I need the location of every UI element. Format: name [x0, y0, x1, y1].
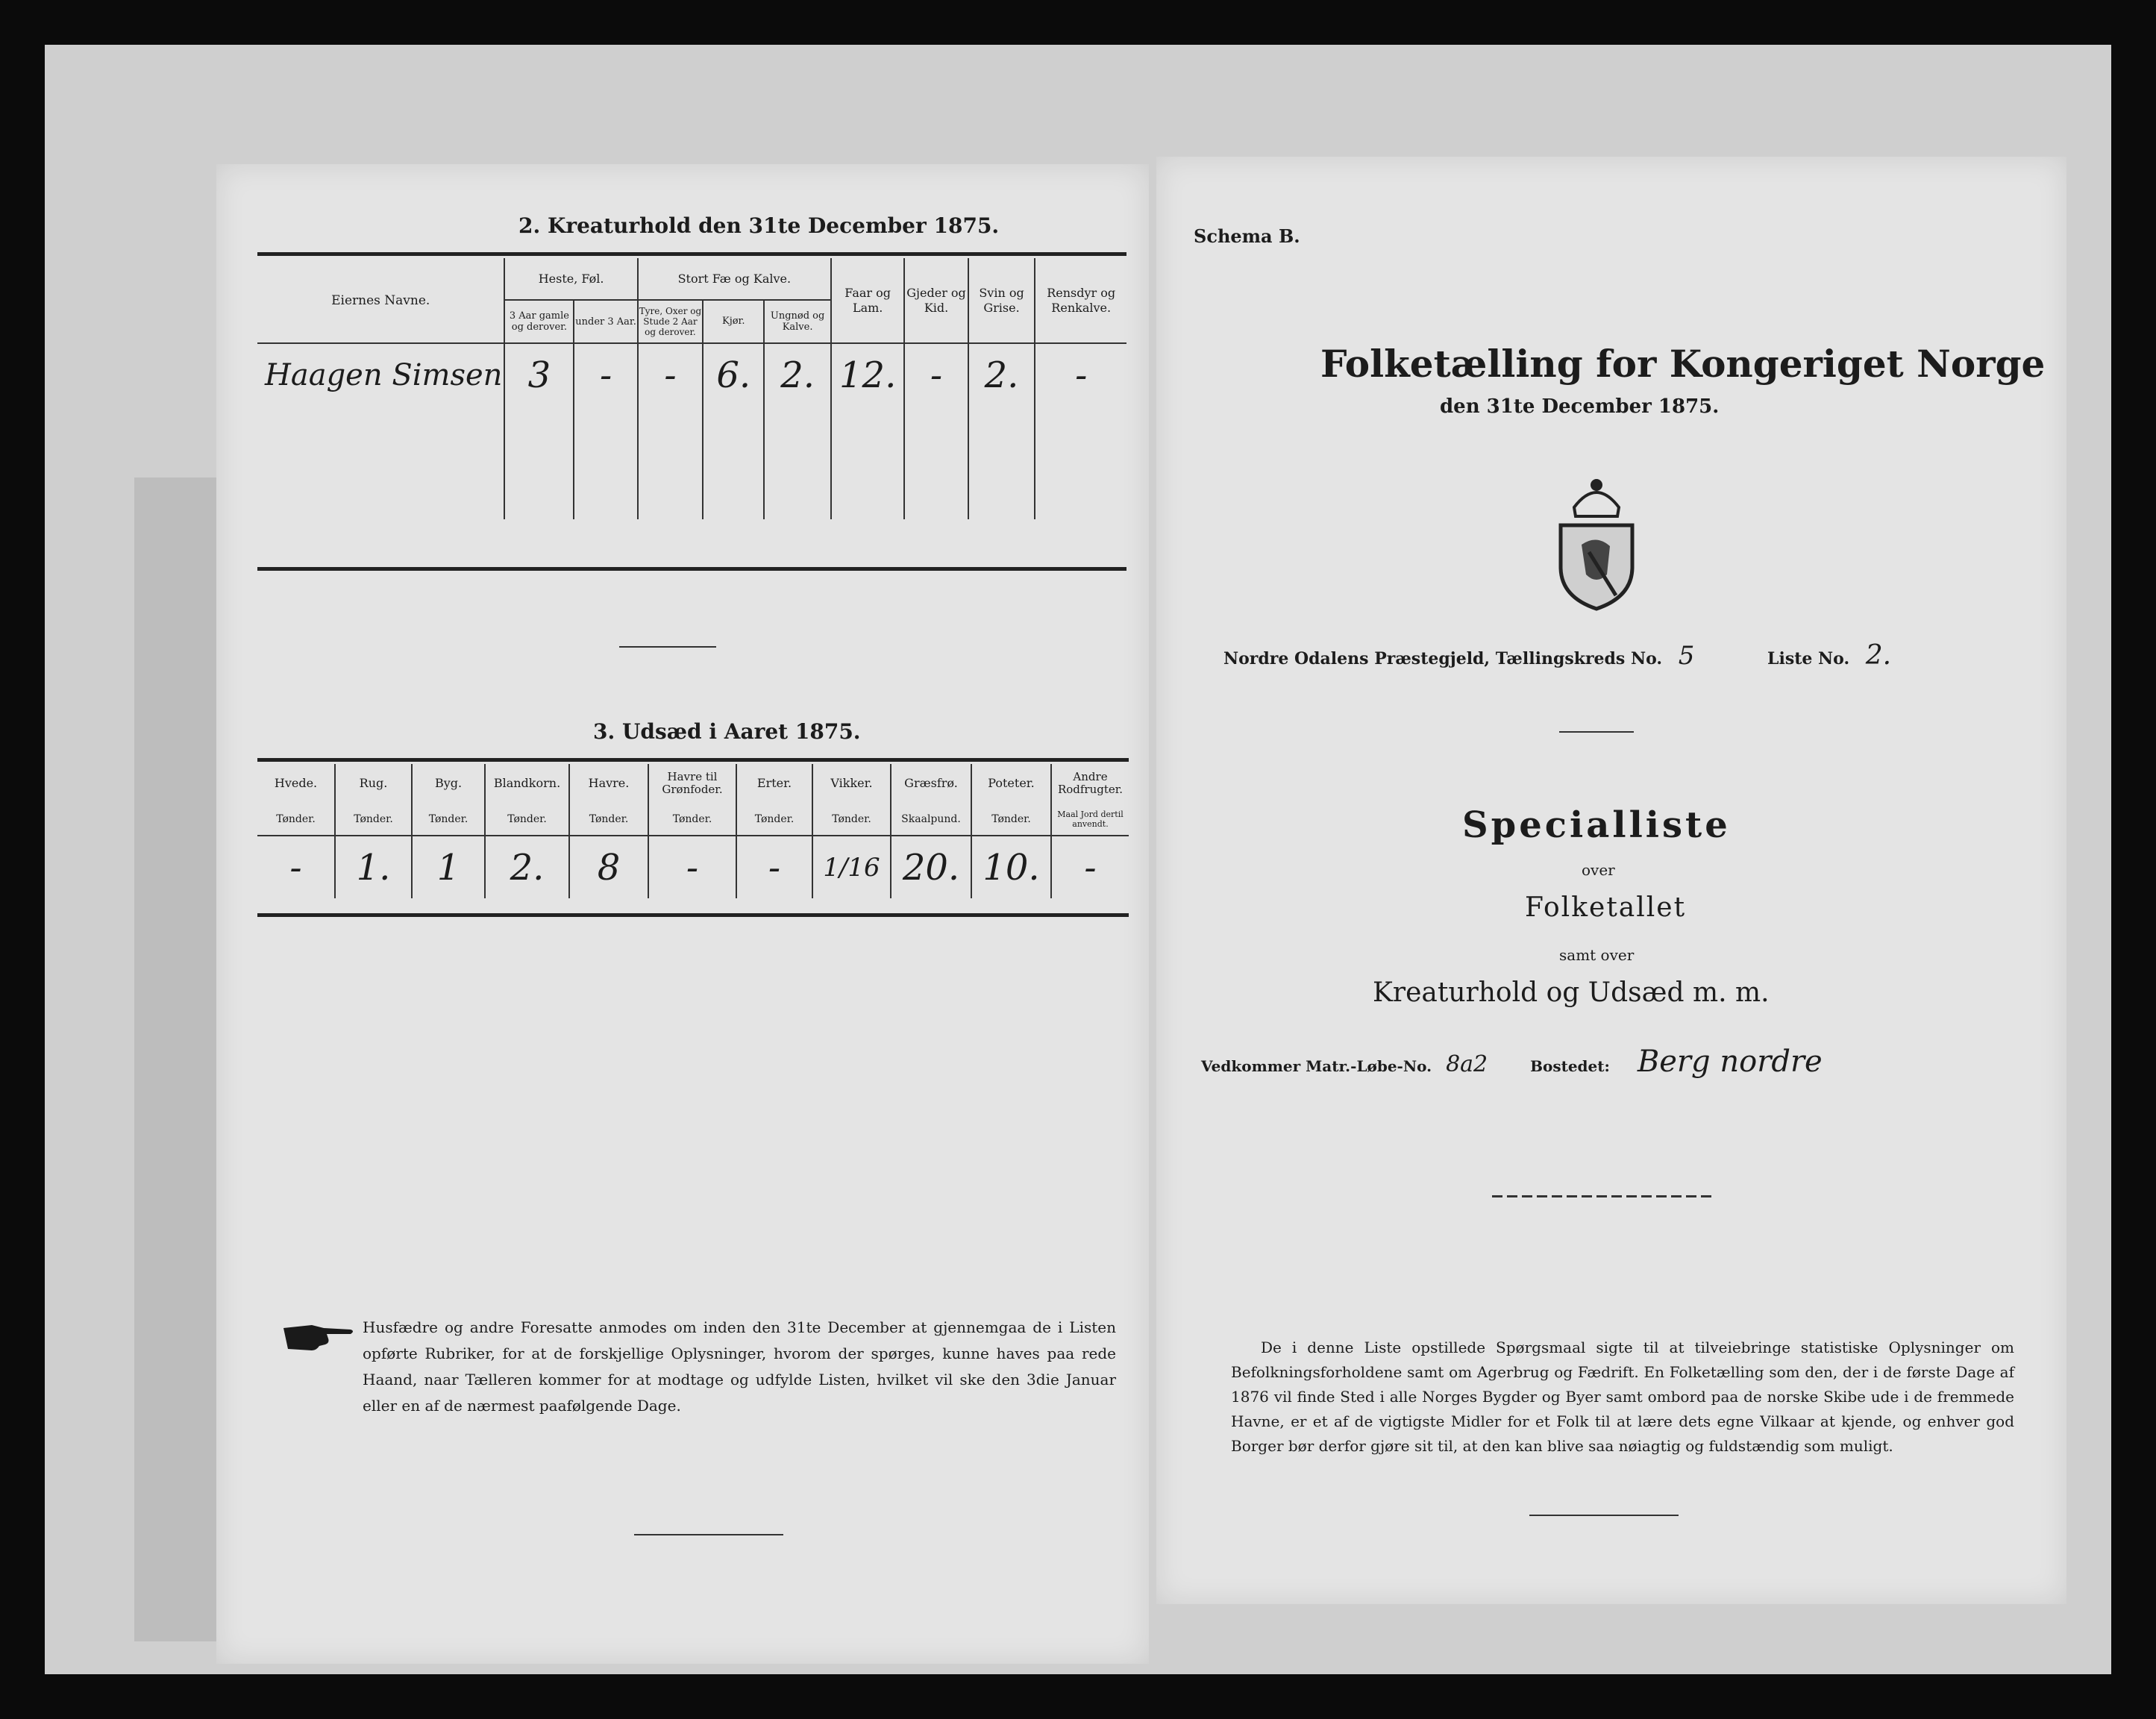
header-kjoer: Kjør. [703, 300, 764, 343]
header-havre-gronfoder: Havre til Grønfoder. [648, 764, 736, 803]
header-rensdyr: Rensdyr og Renkalve. [1035, 258, 1126, 343]
bottom-paragraph: De i denne Liste opstillede Spørgsmaal sigte til at tilveiebringe statistiske Oplysninger om Befolkningsforholdene samt om Agerbrug og Fædrift. En Folketælling som den, der i de første Dage af 1876 vil finde Sted i alle Norges Bygder og Byer samt ombord paa de norske Skibe ude i de fremmede Havne, er et af de vigtigste Midler for et Folk til at lære dets egne Vilkaar at kjende, og enhver god Borger bør derfor gjøre sit til, at den kan blive saa nøiagtig og fuldstændig som muligt. [1231, 1338, 2014, 1455]
samt-over-text: samt over [1559, 946, 1635, 964]
table3-bottom-rule [257, 913, 1129, 917]
unit-vikker: Tønder. [812, 803, 891, 836]
unit-rug: Tønder. [335, 803, 412, 836]
left-page [216, 164, 1149, 1664]
liste-label: Liste No. [1767, 649, 1850, 668]
header-vikker: Vikker. [812, 764, 891, 803]
cell-hvede: - [257, 836, 335, 898]
unit-blandkorn: Tønder. [485, 803, 569, 836]
section3-title: 3. Udsæd i Aaret 1875. [593, 719, 861, 744]
main-title: Folketælling for Kongeriget Norge [1320, 342, 2046, 386]
cell-poteter: 10. [971, 836, 1051, 898]
unit-andre: Maal Jord dertil anvendt. [1051, 803, 1129, 836]
livestock-table [257, 258, 1126, 519]
header-ungnod: Ungnød og Kalve. [764, 300, 831, 343]
header-andre-rodfrugter: Andre Rodfrugter. [1051, 764, 1129, 803]
header-poteter: Poteter. [971, 764, 1051, 803]
cell-blandkorn: 2. [485, 836, 569, 898]
bosted-value: Berg nordre [1637, 1045, 1823, 1079]
header-stort-fae: Stort Fæ og Kalve. [638, 258, 831, 300]
unit-graesfro: Skaalpund. [891, 803, 971, 836]
header-blandkorn: Blandkorn. [485, 764, 569, 803]
unit-hvede: Tønder. [257, 803, 335, 836]
underlying-page-edge [134, 478, 224, 1641]
notice-text: Husfædre og andre Foresatte anmodes om inden den 31te December at gjennemgaa de i Listen opførte Rubriker, for at de forskjellige Oplysninger, hvorom der spørges, kunne haves paa rede Haand, naar Tælleren kommer for at modtage og udfylde Listen, hvilket vil ske den 3die Januar eller en af de nærmest paafølgende Dage. [363, 1318, 1116, 1415]
owner-name: Haagen Simsen [257, 343, 504, 406]
scan-background [45, 45, 2111, 1674]
divider-short [1559, 731, 1634, 733]
header-byg: Byg. [412, 764, 485, 803]
cell-rug: 1. [335, 836, 412, 898]
cell-svin: 2. [968, 343, 1035, 406]
district-line [1223, 640, 1891, 671]
header-svin: Svin og Grise. [968, 258, 1035, 343]
cell-vikker: 1/16 [812, 836, 891, 898]
cell-heste-under: - [574, 343, 637, 406]
matr-line [1201, 1045, 1823, 1079]
kreaturhold-text: Kreaturhold og Udsæd m. m. [1373, 977, 1770, 1008]
header-havre: Havre. [569, 764, 648, 803]
divider-short [619, 646, 716, 648]
header-owner: Eiernes Navne. [257, 258, 504, 343]
kreds-value: 5 [1678, 641, 1695, 671]
signature-line [634, 1534, 783, 1535]
table2-bottom-rule [257, 567, 1126, 571]
cell-erter: - [736, 836, 812, 898]
cell-havre-gronfoder: - [648, 836, 736, 898]
table-row [257, 343, 1126, 406]
parish-label: Nordre Odalens [1223, 649, 1369, 668]
table3-top-rule [257, 758, 1129, 762]
header-tyre: Tyre, Oxer og Stude 2 Aar og derover. [638, 300, 703, 343]
header-heste-3aar: 3 Aar gamle og derover. [504, 300, 574, 343]
special-title: Specialliste [1462, 804, 1731, 846]
table2-top-rule [257, 252, 1126, 256]
matr-label: Vedkommer Matr.-Løbe-No. [1201, 1057, 1432, 1075]
pointing-hand-icon [282, 1321, 357, 1353]
schema-label: Schema B. [1194, 225, 1300, 247]
sowing-table [257, 764, 1129, 898]
unit-byg: Tønder. [412, 803, 485, 836]
cell-ungnod: 2. [764, 343, 831, 406]
over-text: over [1582, 861, 1615, 879]
header-heste-under: under 3 Aar. [574, 300, 637, 343]
header-rug: Rug. [335, 764, 412, 803]
unit-poteter: Tønder. [971, 803, 1051, 836]
folketallet-text: Folketallet [1525, 892, 1687, 923]
closing-line [1529, 1515, 1679, 1516]
cell-graesfro: 20. [891, 836, 971, 898]
liste-value: 2. [1865, 640, 1892, 671]
header-hvede: Hvede. [257, 764, 335, 803]
header-gjeder: Gjeder og Kid. [904, 258, 968, 343]
section2-title: 2. Kreaturhold den 31te December 1875. [518, 213, 1000, 238]
census-date: den 31te December 1875. [1440, 395, 1720, 418]
coat-of-arms-icon [1544, 463, 1649, 612]
cell-gjeder: - [904, 343, 968, 406]
kreds-label: Tællingskreds No. [1495, 649, 1663, 668]
table-row [257, 836, 1129, 898]
right-page [1156, 157, 2066, 1604]
cell-rensdyr: - [1035, 343, 1126, 406]
header-faar: Faar og Lam. [831, 258, 904, 343]
cell-heste-3aar: 3 [504, 343, 574, 406]
bosted-label: Bostedet: [1530, 1057, 1610, 1075]
cell-havre: 8 [569, 836, 648, 898]
unit-havre: Tønder. [569, 803, 648, 836]
cell-andre: - [1051, 836, 1129, 898]
unit-erter: Tønder. [736, 803, 812, 836]
cell-kjoer: 6. [703, 343, 764, 406]
cell-tyre: - [638, 343, 703, 406]
divider-dotted [1492, 1195, 1716, 1197]
header-graesfro: Græsfrø. [891, 764, 971, 803]
header-erter: Erter. [736, 764, 812, 803]
cell-faar: 12. [831, 343, 904, 406]
cell-byg: 1 [412, 836, 485, 898]
header-heste-fol: Heste, Føl. [504, 258, 637, 300]
prestegjeld-label: Præstegjeld, [1374, 649, 1491, 668]
unit-havre-gronfoder: Tønder. [648, 803, 736, 836]
matr-value: 8a2 [1446, 1051, 1488, 1077]
